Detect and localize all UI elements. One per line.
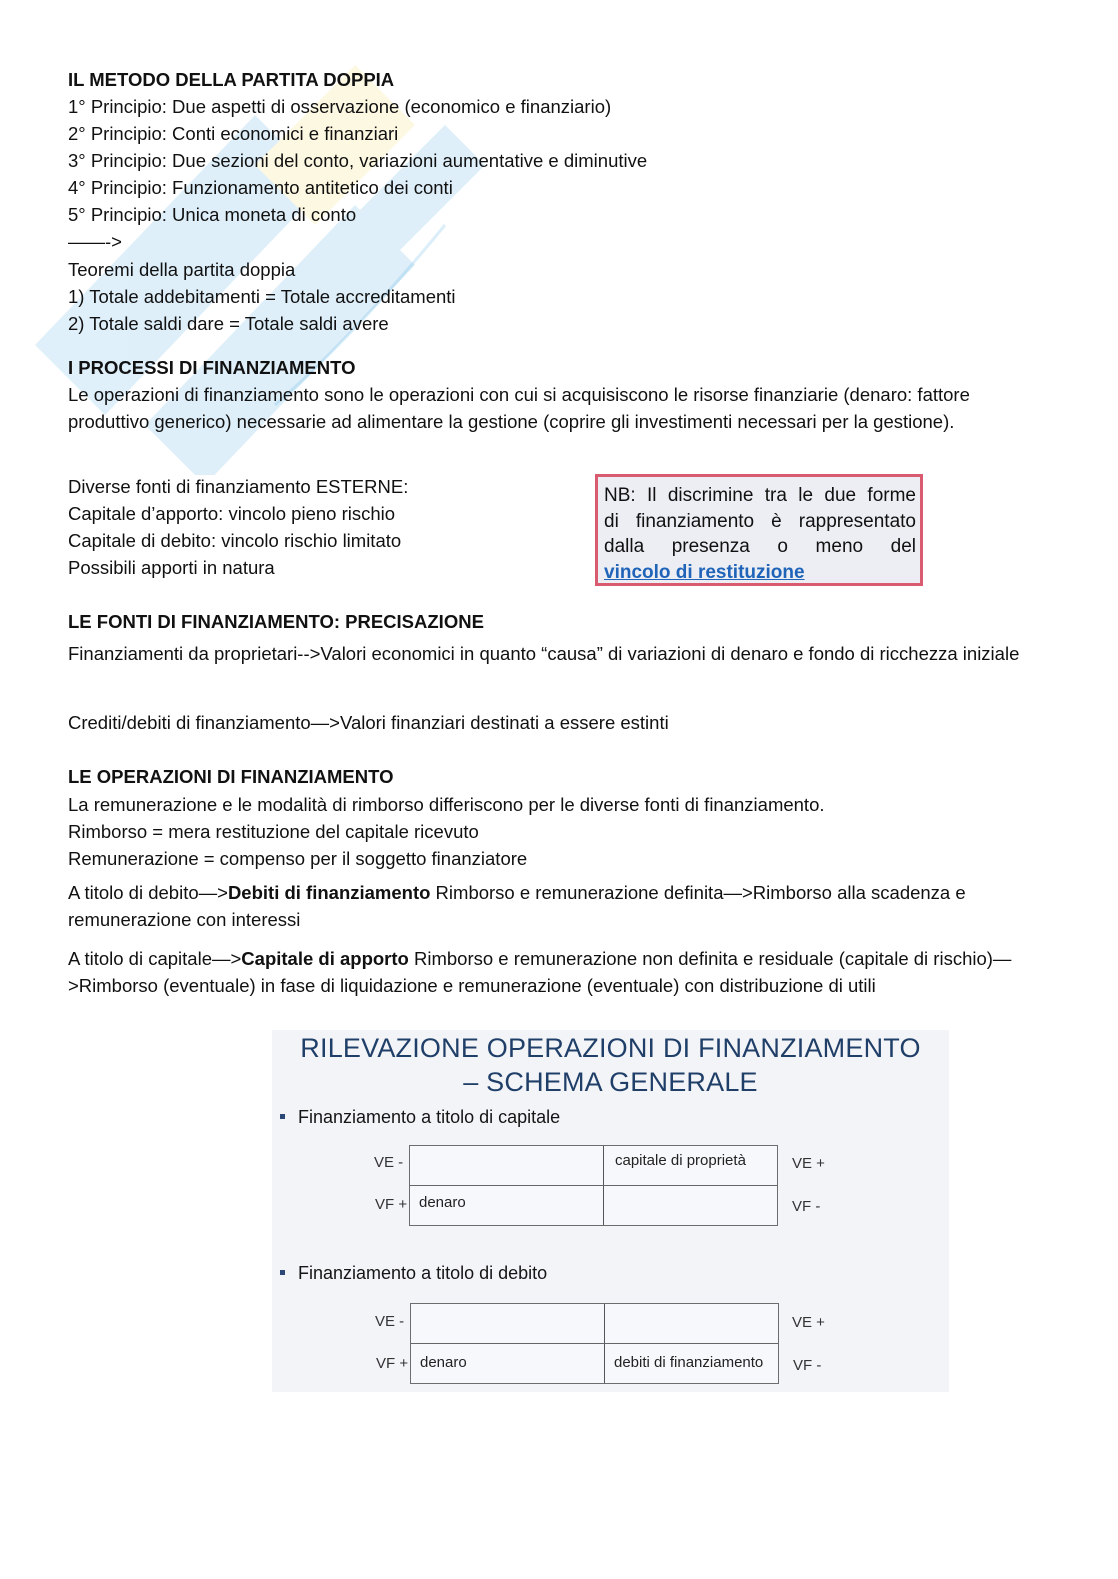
t-account-debito: [410, 1303, 779, 1384]
slide-bullet-debito: [280, 1263, 547, 1284]
principle-2: 2° Principio: Conti economici e finanziari: [68, 123, 399, 144]
debito-post: Rimborso e remunerazione definita—>Rimborso alla scadenza e remunerazione con interessi: [68, 882, 966, 930]
nb-link-vincolo[interactable]: vincolo di restituzione: [604, 561, 805, 583]
principle-1: 1° Principio: Due aspetti di osservazione (economico e finanziario): [68, 96, 612, 117]
cell-bottom-right: debiti di finanziamento: [614, 1354, 764, 1371]
debito-bold: Debiti di finanziamento: [227, 882, 431, 903]
processi-intro: Le operazioni di finanziamento sono le operazioni con cui si acquisiscono le risorse finanziarie (denaro: fattore produttivo generico) necessarie ad alimentare la gestione (coprire gli investimenti necessari per la gestione).: [68, 384, 970, 432]
section-title-fonti: LE FONTI DI FINANZIAMENTO: PRECISAZIONE: [68, 611, 484, 632]
cell-bottom-left: denaro: [420, 1354, 467, 1371]
t-account-capitale: [409, 1145, 778, 1226]
titolo-debito-paragraph: [68, 879, 1043, 933]
theorem-1: 1) Totale addebitamenti = Totale accreditamenti: [68, 286, 456, 307]
slide-title-line-1: RILEVAZIONE OPERAZIONI DI FINANZIAMENTO: [300, 1033, 921, 1063]
source-capitale-debito: Capitale di debito: vincolo rischio limitato: [68, 530, 402, 551]
titolo-capitale-paragraph: [68, 945, 1043, 999]
label-ve-plus: VE +: [792, 1155, 825, 1172]
fonti-paragraph-1: Finanziamenti da proprietari-->Valori economici in quanto “causa” di variazioni di denaro e fondo di ricchezza iniziale: [68, 643, 1020, 664]
label-ve-minus: VE -: [374, 1154, 404, 1171]
t-account-row-divider: [411, 1343, 778, 1344]
theorems-title: Teoremi della partita doppia: [68, 259, 296, 280]
operazioni-line-3: Remunerazione = compenso per il soggetto finanziatore: [68, 848, 528, 869]
nb-line-3: dalla presenza o meno del: [604, 536, 916, 557]
capitale-pre: A titolo di capitale—>: [68, 948, 242, 969]
theorem-2: 2) Totale saldi dare = Totale saldi avere: [68, 313, 389, 334]
section-title-processi: I PROCESSI DI FINANZIAMENTO: [68, 357, 356, 378]
nb-callout-box: [595, 474, 923, 586]
cell-bottom-left: denaro: [419, 1194, 466, 1211]
label-vf-minus: VF -: [793, 1357, 822, 1374]
operazioni-line-1: La remunerazione e le modalità di rimborso differiscono per le diverse fonti di finanziamento.: [68, 794, 825, 815]
source-apporti-natura: Possibili apporti in natura: [68, 557, 275, 578]
slide-title-line-2: – SCHEMA GENERALE: [463, 1067, 758, 1097]
operazioni-line-2: Rimborso = mera restituzione del capitale ricevuto: [68, 821, 479, 842]
label-ve-plus: VE +: [792, 1314, 825, 1331]
capitale-bold: Capitale di apporto: [241, 948, 409, 969]
bullet-square-icon: [280, 1114, 285, 1119]
bullet-label: Finanziamento a titolo di capitale: [298, 1107, 561, 1127]
capitale-post: Rimborso e remunerazione non definita e residuale (capitale di rischio)—>Rimborso (eventuale) in fase di liquidazione e remunerazione (eventuale) con distribuzione di utili: [68, 948, 1012, 996]
principle-4: 4° Principio: Funzionamento antitetico dei conti: [68, 177, 453, 198]
sources-title: Diverse fonti di finanziamento ESTERNE:: [68, 476, 409, 497]
label-vf-plus: VF +: [375, 1196, 408, 1213]
slide-bullet-capitale: [280, 1107, 560, 1128]
bullet-square-icon: [280, 1270, 285, 1275]
source-capitale-apporto: Capitale d’apporto: vincolo pieno rischio: [68, 503, 396, 524]
label-ve-minus: VE -: [375, 1313, 405, 1330]
label-vf-minus: VF -: [792, 1198, 821, 1215]
principle-5: 5° Principio: Unica moneta di conto: [68, 204, 357, 225]
slide-schema-generale: [272, 1030, 949, 1392]
nb-line-1: NB: Il discrimine tra le due forme: [604, 485, 916, 506]
section-title-metodo: IL METODO DELLA PARTITA DOPPIA: [68, 69, 395, 90]
label-vf-plus: VF +: [376, 1355, 409, 1372]
nb-line-2: di finanziamento è rappresentato: [604, 510, 916, 532]
cell-top-right: capitale di proprietà: [615, 1152, 746, 1169]
section-title-operazioni: LE OPERAZIONI DI FINANZIAMENTO: [68, 766, 394, 787]
arrow-text: ——->: [68, 231, 122, 252]
t-account-row-divider: [410, 1185, 777, 1186]
fonti-paragraph-2: Crediti/debiti di finanziamento—>Valori finanziari destinati a essere estinti: [68, 712, 669, 733]
bullet-label: Finanziamento a titolo di debito: [298, 1263, 548, 1283]
principle-3: 3° Principio: Due sezioni del conto, variazioni aumentative e diminutive: [68, 150, 648, 171]
debito-pre: A titolo di debito—>: [68, 882, 228, 903]
